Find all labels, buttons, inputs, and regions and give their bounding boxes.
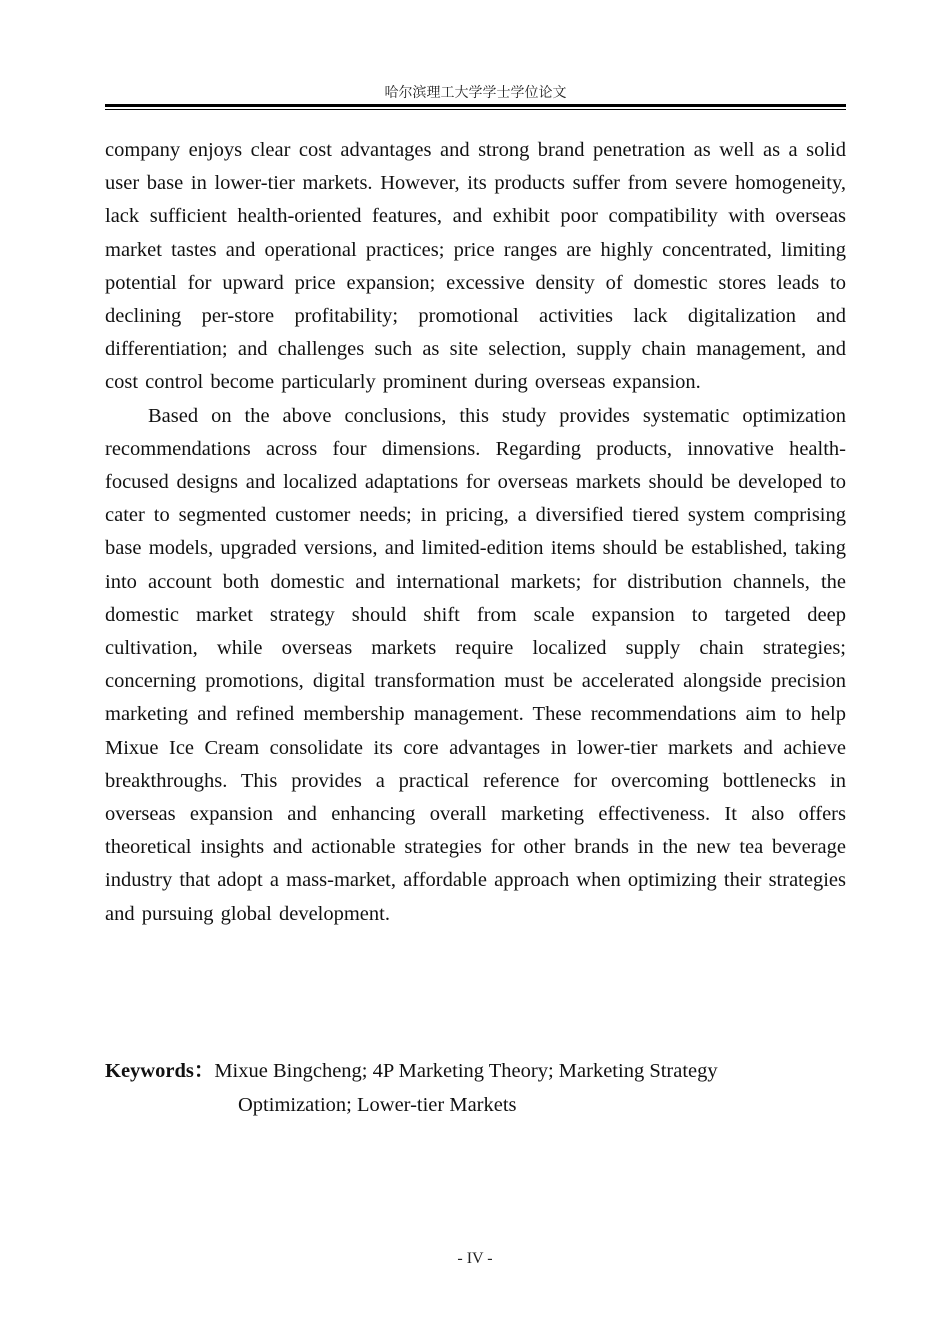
body-text: [105, 134, 846, 931]
keywords-block: [105, 1054, 846, 1122]
keywords-line-1: [105, 1054, 846, 1088]
keywords-label: Keywords：: [105, 1060, 215, 1082]
keywords-line-2: Optimization; Lower-tier Markets: [238, 1094, 517, 1116]
keywords-text-1: Mixue Bingcheng; 4P Marketing Theory; Marketing Strategy: [214, 1060, 718, 1082]
header-rule-thick: [105, 104, 846, 107]
running-header: 哈尔滨理工大学学士学位论文: [384, 85, 567, 101]
paragraph-2: Based on the above conclusions, this study provides systematic optimization recommendations across four dimensions. Regarding products, innovative health-focused designs and localized adaptations for overseas markets should be developed to cater to segmented customer needs; in pricing, a diversified tiered system comprising base models, upgraded versions, and limited-edition items should be established, taking into account both domestic and international markets; for distribution channels, the domestic market strategy should shift from scale expansion to targeted deep cultivation, while overseas markets require localized supply chain strategies; concerning promotions, digital transformation must be accelerated alongside precision marketing and refined membership management. These recommendations aim to help Mixue Ice Cream consolidate its core advantages in lower-tier markets and achieve breakthroughs. This provides a practical reference for overcoming bottlenecks in overseas expansion and enhancing overall marketing effectiveness. It also offers theoretical insights and actionable strategies for other brands in the new tea beverage industry that adopt a mass-market, affordable approach when optimizing their strategies and pursuing global development.: [105, 404, 846, 925]
paragraph-1: company enjoys clear cost advantages and strong brand penetration as well as a solid user base in lower-tier markets. However, its products suffer from severe homogeneity, lack sufficient health-oriented features, and exhibit poor compatibility with overseas market tastes and operational practices; price ranges are highly concentrated, limiting potential for upward price expansion; excessive density of domestic stores leads to declining per-store profitability; promotional activities lack digitalization and differentiation; and challenges such as site selection, supply chain management, and cost control become particularly prominent during overseas expansion.: [105, 139, 846, 394]
header-rule-thin: [105, 109, 846, 110]
page-number: - IV -: [457, 1250, 493, 1267]
